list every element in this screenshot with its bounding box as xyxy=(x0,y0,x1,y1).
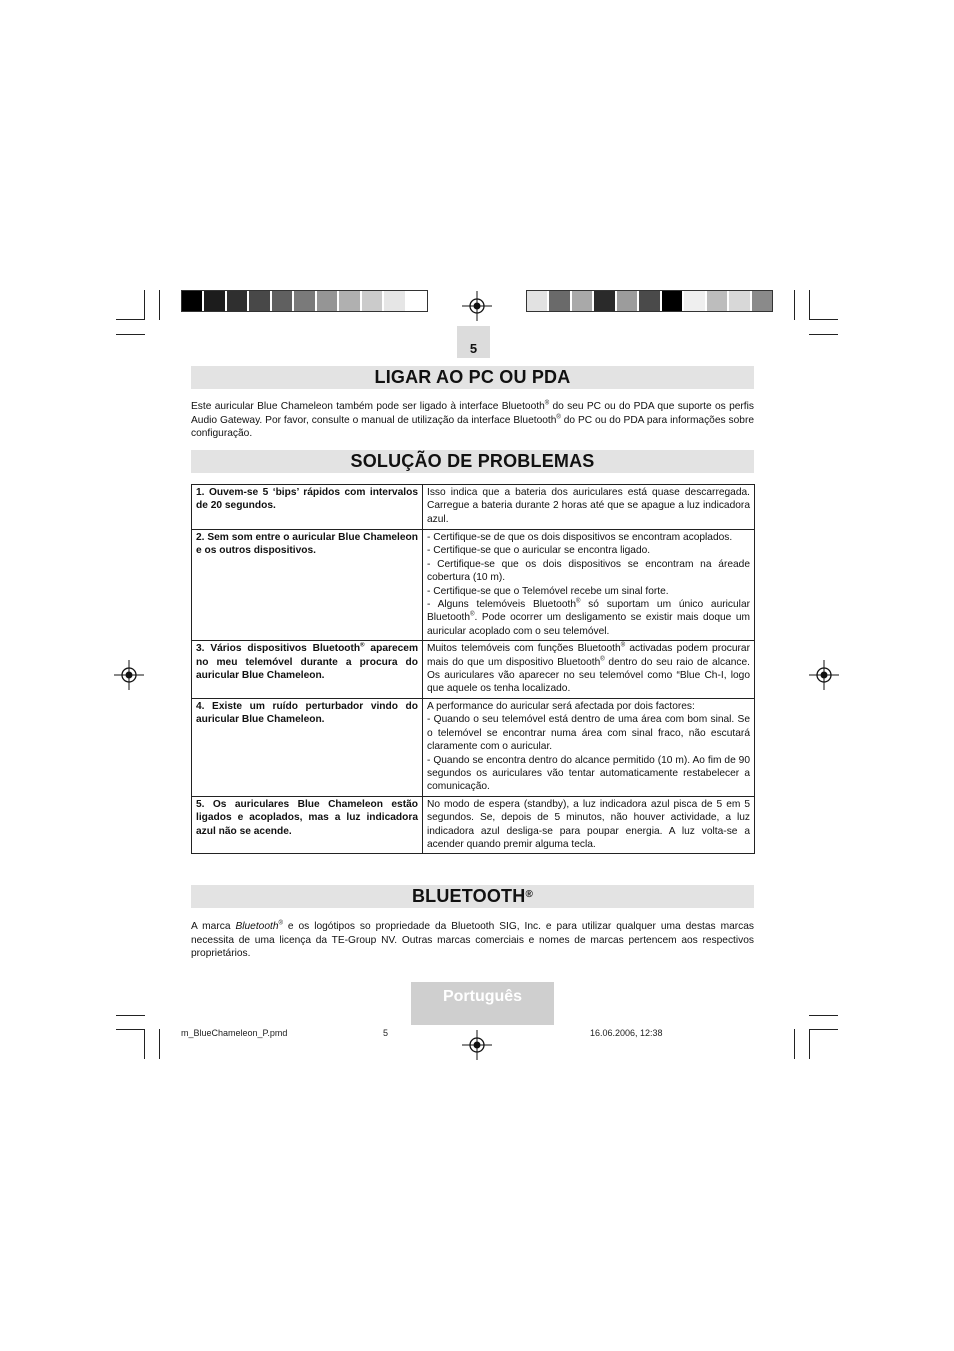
color-swatch xyxy=(527,291,549,311)
registration-mark-icon xyxy=(114,660,144,690)
table-row xyxy=(192,485,755,530)
section-heading-pc-pda: LIGAR AO PC OU PDA xyxy=(191,366,754,389)
solution-cell: No modo de espera (standby), a luz indicadora azul pisca de 5 em 5 segundos. Se, depois de 5 minutos, não houver actividade, a luz indicadora azul desliga-se para poupar energia. A luz volta-se a acender quando premir alguma tecla. xyxy=(423,796,755,854)
crop-mark xyxy=(116,334,145,335)
footer-date: 16.06.2006, 12:38 xyxy=(590,1028,663,1038)
section-heading-bluetooth: BLUETOOTH ® xyxy=(191,885,754,908)
table-row xyxy=(192,796,755,854)
color-swatch xyxy=(752,291,772,311)
problem-cell: 4. Existe um ruído perturbador vindo do auricular Blue Chameleon. xyxy=(192,698,423,796)
color-swatch xyxy=(707,291,729,311)
solution-cell: - Certifique-se de que os dois dispositivos se encontram acoplados. - Certifique-se que o auricular se encontra ligado. - Certifique-se que os dois dispositivos se encontram na áreade cobertura (10 m). - Certifique-se que o Telemóvel recebe um sinal forte. - Alguns telemóveis Bluetooth® só suportam um único auricular Bluetooth®. Pode ocorrer um desligamento se existir mais doque um auricular acoplado com o seu telemóvel. xyxy=(423,530,755,641)
section-heading-troubleshooting: SOLUÇÃO DE PROBLEMAS xyxy=(191,450,754,473)
solution-cell: A performance do auricular será afectada por dois factores: - Quando o seu telemóvel está dentro de uma área com bom sinal. Se o telemóvel se encontrar numa área com sinal fraco, não escutará claramente com o auricular. - Quando se encontra dentro do alcance permitido (10 m). Ao fim de 90 segundos os auriculares vão tentar automaticamente restabelecer a comunicação. xyxy=(423,698,755,796)
crop-mark xyxy=(116,1015,145,1016)
color-swatch xyxy=(317,291,339,311)
color-swatch xyxy=(684,291,706,311)
color-swatch xyxy=(572,291,594,311)
crop-mark xyxy=(794,1029,795,1059)
table-row xyxy=(192,530,755,641)
problem-cell: 1. Ouvem-se 5 ‘bips’ rápidos com intervalos de 20 segundos. xyxy=(192,485,423,530)
crop-mark xyxy=(159,290,160,320)
troubleshooting-table xyxy=(191,484,755,854)
color-swatch xyxy=(272,291,294,311)
crop-mark xyxy=(144,1029,145,1059)
color-swatch xyxy=(594,291,616,311)
color-swatch xyxy=(227,291,249,311)
color-swatch xyxy=(729,291,751,311)
crop-mark xyxy=(116,319,145,320)
registration-mark-icon xyxy=(462,291,492,321)
page-number: 5 xyxy=(457,326,490,358)
color-swatch xyxy=(249,291,271,311)
solution-cell: Isso indica que a bateria dos auriculares está quase descarregada. Carregue a bateria durante 2 horas até que se apague a luz indicadora azul. xyxy=(423,485,755,530)
color-swatch xyxy=(617,291,639,311)
table-row xyxy=(192,641,755,699)
color-swatch xyxy=(662,291,684,311)
section-text-pc-pda: Este auricular Blue Chameleon também pode ser ligado à interface Bluetooth® do seu PC ou do PDA que suporte os perfis Audio Gateway. Por favor, consulte o manual de utilização da interface Bluetooth® do PC ou do PDA para informações sobre configuração. xyxy=(191,400,755,439)
problem-cell: 2. Sem som entre o auricular Blue Chameleon e os outros dispositivos. xyxy=(192,530,423,641)
color-swatch xyxy=(384,291,406,311)
crop-mark xyxy=(809,1029,810,1059)
color-bar-left xyxy=(181,290,428,312)
crop-mark xyxy=(794,290,795,320)
crop-mark xyxy=(809,334,838,335)
footer-page: 5 xyxy=(383,1028,389,1038)
solution-cell: Muitos telemóveis com funções Bluetooth® activadas podem procurar mais do que um dispositivo Bluetooth® dentro do seu raio de alcance. Os auriculares vão aparecer no seu telemóvel como “Blue Ch-I, logo que aquele os tenha localizado. xyxy=(423,641,755,699)
crop-mark xyxy=(116,1029,145,1030)
crop-mark xyxy=(809,319,838,320)
footer-filename: m_BlueChameleon_P.pmd xyxy=(181,1028,288,1038)
color-swatch xyxy=(339,291,361,311)
registration-mark-icon xyxy=(462,1030,492,1060)
color-swatch xyxy=(362,291,384,311)
crop-mark xyxy=(144,290,145,320)
crop-mark xyxy=(809,1015,838,1016)
problem-cell: 5. Os auriculares Blue Chameleon estão ligados e acoplados, mas a luz indicadora azul não se acende. xyxy=(192,796,423,854)
problem-cell: 3. Vários dispositivos Bluetooth® aparecem no meu telemóvel durante a procura do auricular Blue Chameleon. xyxy=(192,641,423,699)
section-text-bluetooth: A marca Bluetooth® e os logótipos so propriedade da Bluetooth SIG, Inc. e para utilizar qualquer uma destas marcas necessita de uma licença da TE-Group NV. Outras marcas comerciais e nomes de marcas pertencem aos respectivos proprietários. xyxy=(191,920,754,959)
color-swatch xyxy=(407,291,427,311)
color-swatch xyxy=(549,291,571,311)
color-swatch xyxy=(204,291,226,311)
color-swatch xyxy=(182,291,204,311)
color-bar-right xyxy=(526,290,773,312)
crop-mark xyxy=(809,290,810,320)
crop-mark xyxy=(809,1029,838,1030)
color-swatch xyxy=(639,291,661,311)
crop-mark xyxy=(159,1029,160,1059)
color-swatch xyxy=(294,291,316,311)
language-tab: Português xyxy=(411,982,554,1025)
table-row xyxy=(192,698,755,796)
registration-mark-icon xyxy=(809,660,839,690)
